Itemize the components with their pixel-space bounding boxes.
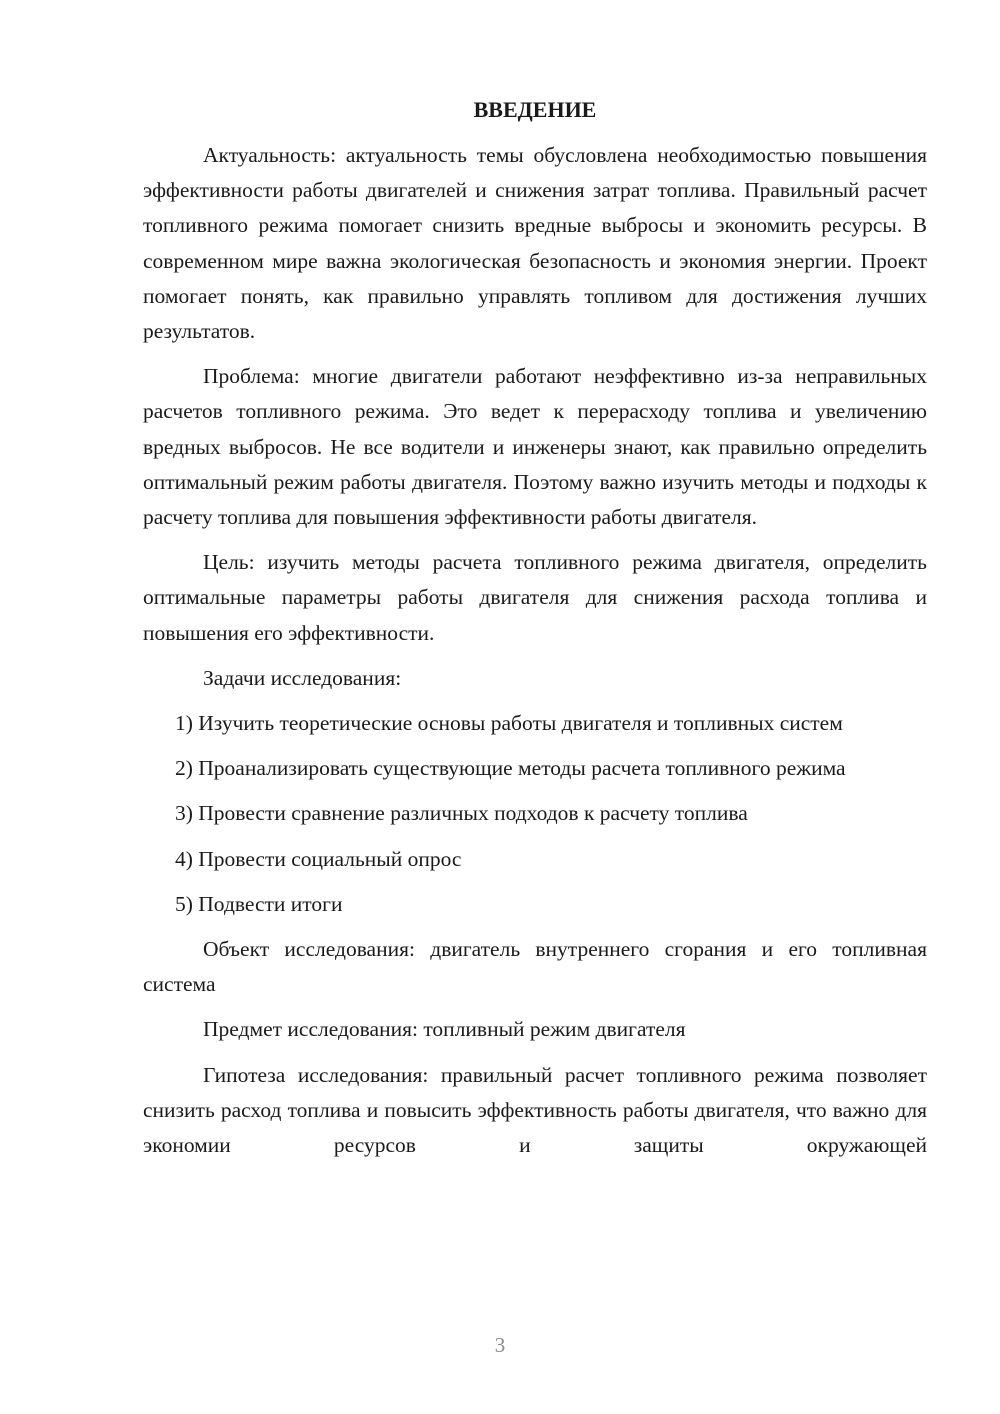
task-item-1: 1) Изучить теоретические основы работы двигателя и топливных систем [175, 711, 843, 736]
section-title: ВВЕДЕНИЕ [473, 97, 597, 122]
task-item-2: 2) Проанализировать существующие методы расчета топливного режима [175, 756, 846, 781]
subject-paragraph: Предмет исследования: топливный режим двигателя [203, 1017, 686, 1042]
task-item-5: 5) Подвести итоги [175, 891, 343, 916]
task-item-3: 3) Провести сравнение различных подходов к расчету топлива [175, 801, 748, 826]
goal-paragraph: Цель: изучить методы расчета топливного режима двигателя, определить оптимальные параметры работы двигателя для снижения расхода топлива и повышения его эффективности. [143, 550, 927, 645]
relevance-paragraph: Актуальность: актуальность темы обусловлена необходимостью повышения эффективности работы двигателей и снижения затрат топлива. Правильный расчет топливного режима помогает снизить вредные выбросы и экономить ресурсы. В современном мире важна экологическая безопасность и экономия энергии. Проект помогает понять, как правильно управлять топливом для достижения лучших результатов. [143, 143, 927, 344]
object-paragraph: Объект исследования: двигатель внутреннего сгорания и его топливная система [143, 937, 927, 997]
hypothesis-paragraph: Гипотеза исследования: правильный расчет топливного режима позволяет снизить расход топлива и повысить эффективность работы двигателя, что важно для экономии ресурсов и защиты окружающей [143, 1062, 927, 1158]
tasks-heading: Задачи исследования: [203, 665, 402, 690]
task-item-4: 4) Провести социальный опрос [175, 846, 462, 871]
document-page [143, 90, 927, 1173]
problem-paragraph: Проблема: многие двигатели работают неэффективно из-за неправильных расчетов топливного режима. Это ведет к перерасходу топлива и увеличению вредных выбросов. Не все водители и инженеры знают, как правильно определить оптимальный режим работы двигателя. Поэтому важно изучить методы и подходы к расчету топлива для повышения эффективности работы двигателя. [143, 364, 927, 530]
page-number: 3 [494, 1333, 506, 1357]
